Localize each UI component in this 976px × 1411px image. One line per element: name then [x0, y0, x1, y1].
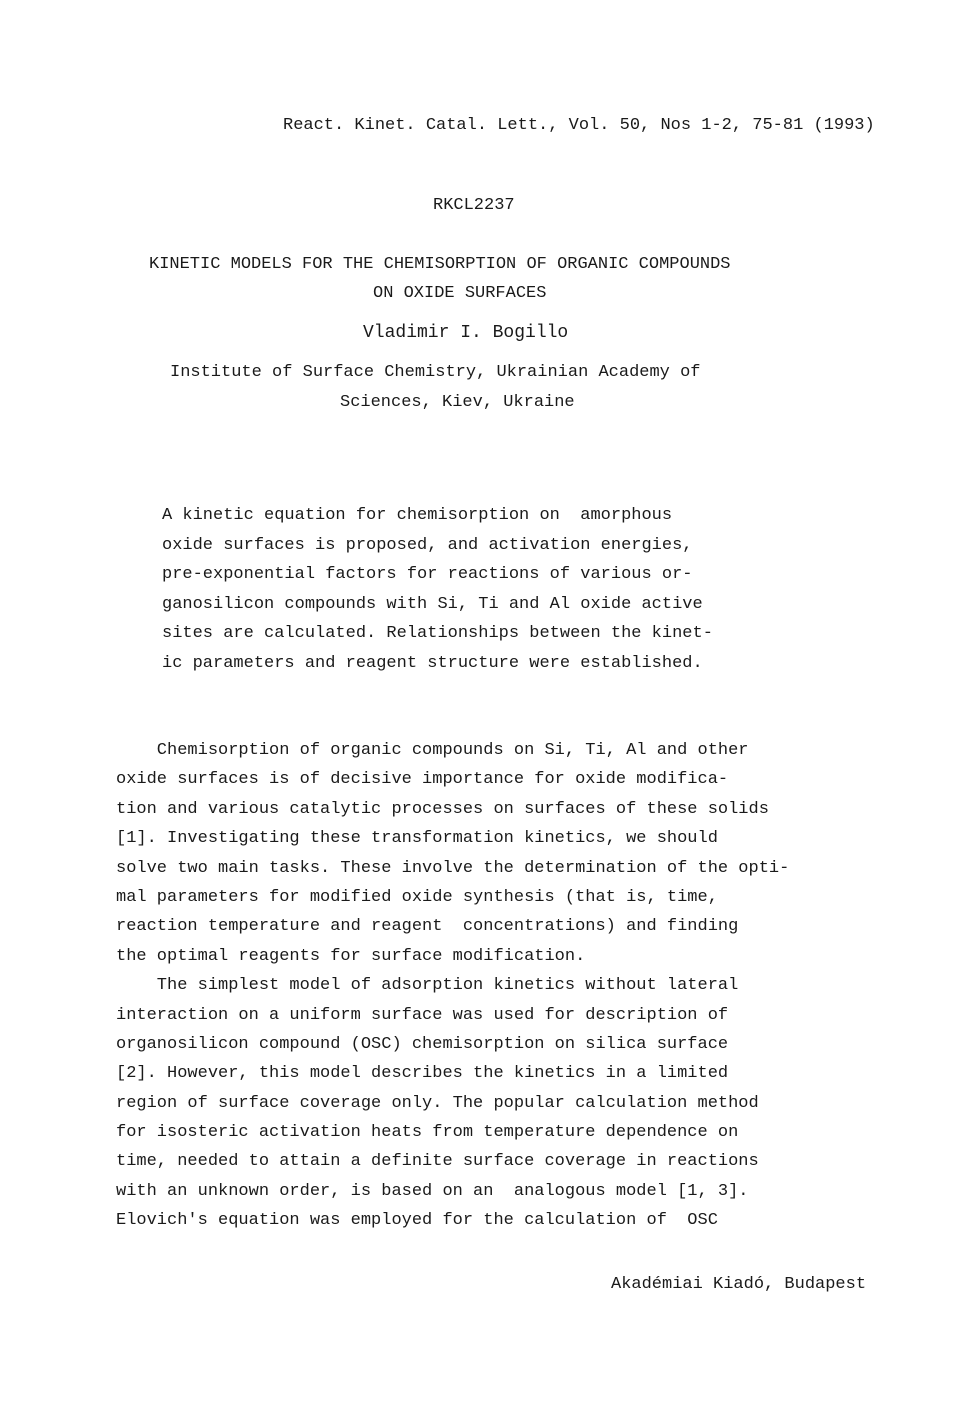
body-line: The simplest model of adsorption kinetics without lateral — [116, 976, 739, 996]
paper-title-line-2: ON OXIDE SURFACES — [373, 284, 547, 303]
body-line: tion and various catalytic processes on surfaces of these solids — [116, 799, 769, 819]
body-line: oxide surfaces is of decisive importance for oxide modifica- — [116, 770, 729, 790]
body-text — [116, 736, 876, 1236]
body-line: [1]. Investigating these transformation kinetics, we should — [116, 829, 718, 849]
abstract-line: oxide surfaces is proposed, and activation energies, — [162, 535, 693, 555]
article-code: RKCL2237 — [433, 196, 515, 215]
journal-reference: React. Kinet. Catal. Lett., Vol. 50, Nos 1-2, 75-81 (1993) — [283, 116, 875, 135]
body-line: Chemisorption of organic compounds on Si, Ti, Al and other — [116, 741, 749, 760]
body-line: Elovich's equation was employed for the calculation of OSC — [116, 1211, 718, 1231]
body-line: solve two main tasks. These involve the determination of the opti- — [116, 858, 790, 878]
body-line: reaction temperature and reagent concentrations) and finding — [116, 917, 739, 937]
body-line: region of surface coverage only. The popular calculation method — [116, 1093, 759, 1113]
abstract — [162, 501, 822, 679]
body-line: the optimal reagents for surface modification. — [116, 946, 586, 966]
author-name: Vladimir I. Bogillo — [363, 323, 569, 343]
publisher-footer: Akadémiai Kiadó, Budapest — [611, 1275, 867, 1294]
abstract-line: A kinetic equation for chemisorption on amorphous — [162, 506, 673, 525]
abstract-line: sites are calculated. Relationships between the kinet- — [162, 624, 713, 644]
paper-title-line-1: KINETIC MODELS FOR THE CHEMISORPTION OF ORGANIC COMPOUNDS — [149, 255, 731, 274]
abstract-line: pre-exponential factors for reactions of various or- — [162, 565, 693, 585]
body-line: [2]. However, this model describes the kinetics in a limited — [116, 1064, 729, 1084]
body-line: interaction on a uniform surface was used for description of — [116, 1005, 729, 1025]
body-line: organosilicon compound (OSC) chemisorption on silica surface — [116, 1034, 729, 1054]
institution-line-2: Sciences, Kiev, Ukraine — [340, 393, 575, 412]
abstract-line: ganosilicon compounds with Si, Ti and Al oxide active — [162, 594, 703, 614]
abstract-line: ic parameters and reagent structure were established. — [162, 653, 703, 673]
body-line: time, needed to attain a definite surface coverage in reactions — [116, 1152, 759, 1172]
body-line: with an unknown order, is based on an analogous model [1, 3]. — [116, 1181, 749, 1201]
institution-line-1: Institute of Surface Chemistry, Ukrainian Academy of — [170, 363, 701, 382]
body-line: for isosteric activation heats from temperature dependence on — [116, 1123, 739, 1143]
body-line: mal parameters for modified oxide synthesis (that is, time, — [116, 887, 718, 907]
